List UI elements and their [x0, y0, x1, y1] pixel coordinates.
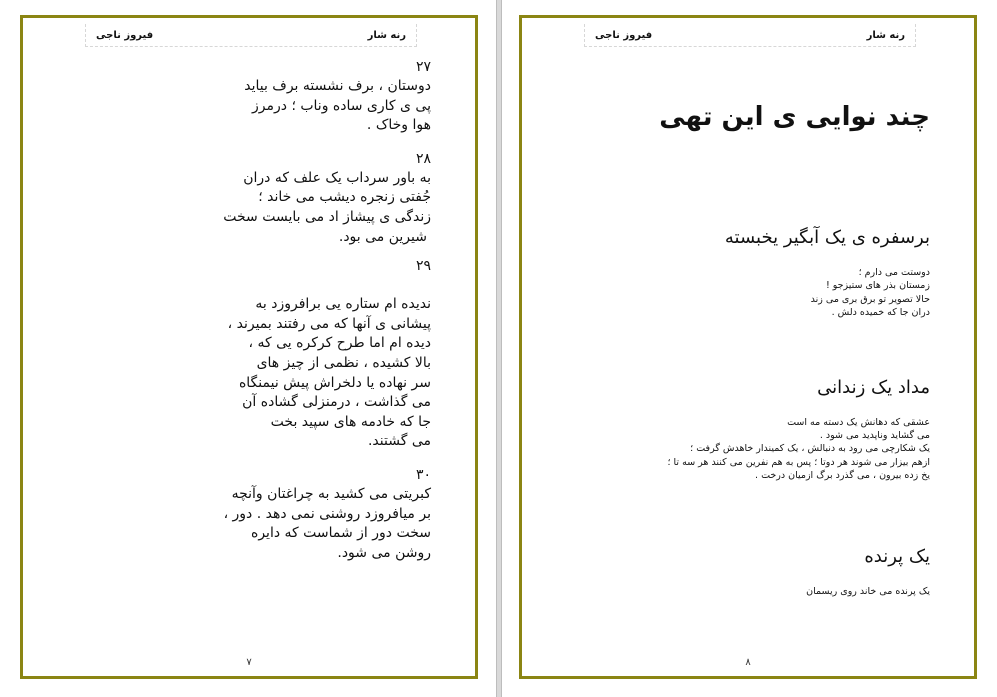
poem-line: شیرین می بود. [338, 228, 427, 245]
section-title: یک پرنده [864, 545, 930, 567]
poem-line: روشن می شود. [337, 544, 431, 561]
header-translator: فیروز ناجی [96, 30, 154, 41]
poem-line: ندیده ام ستاره یی برافروزد به [255, 296, 431, 313]
poem-section [550, 376, 930, 483]
poem-line: سخت دور از شماست که دایره [251, 525, 431, 542]
section-title: مداد یک زندانی [817, 376, 930, 398]
poem-line: جا که خادمه های سپید بخت [270, 413, 431, 430]
poem-number: ۲۹ [415, 258, 431, 275]
header-book-title: رنه شار [866, 30, 905, 41]
poem-line: کبریتی می کشید به چراغتان وآنچه [231, 485, 431, 502]
header-book-title: رنه شار [367, 30, 406, 41]
page-header [85, 24, 417, 47]
poem-line: یخ زده بیرون ، می گذرد برگ ازمیان درخت . [755, 470, 930, 482]
book-spine [496, 0, 502, 697]
poem-line: ازهم بیزار می شوند هر دوتا ؛ پس به هم نفرین می کنند هر سه تا ؛ [667, 456, 930, 468]
poem [221, 58, 431, 136]
poem-number: ۲۷ [415, 59, 431, 75]
poem-line: دیده ام اما طرح کرکره یی که ، [248, 335, 431, 352]
section-title: برسفره ی یک آبگیر یخبسته [724, 227, 930, 248]
poem-line: دوستان ، برف نشسته برف بیاید [244, 78, 431, 94]
header-translator: فیروز ناجی [595, 30, 653, 41]
poem-line: زندگی ی پیشاز اد می بایست سخت [223, 208, 431, 225]
poem-line: پی ی کاری ساده وناب ؛ درمرز [252, 97, 431, 114]
poem [221, 257, 431, 452]
left-page [20, 15, 478, 679]
poem-number: ۳۰ [415, 466, 431, 483]
poem-line: بر میافروزد روشنی نمی دهد . دور ، [223, 505, 431, 522]
poem-line: می گشاید وناپدید می شود . [819, 430, 930, 442]
poem-section [550, 545, 930, 598]
right-page [519, 15, 977, 679]
poem-line: حالا تصویر تو برق بری می زند [810, 293, 930, 305]
poem-line: هوا وخاک . [366, 117, 431, 134]
poem-line: می گشتند. [367, 433, 431, 450]
page-number: ۸ [745, 657, 751, 668]
poem-line: زمستان بذر های ستیزجو ! [825, 280, 930, 292]
page-number: ۷ [246, 657, 252, 668]
poem-line: جُفتی زنجره دیشب می خاند ؛ [258, 189, 431, 206]
poem [221, 466, 431, 563]
poem [221, 150, 431, 247]
poem-line: به باور سرداب یک علف که دران [243, 169, 431, 186]
poem-line: دران جا که خمیده دلش . [831, 307, 930, 319]
poem-line: می گذاشت ، درمنزلی گشاده آن [242, 394, 431, 411]
poem-number: ۲۸ [415, 150, 431, 167]
poem-line: پیشانی ی آنها که می رفتند بمیرند ، [227, 315, 431, 332]
right-page-content [550, 100, 930, 598]
poem-list [221, 58, 431, 563]
book-title: چند نوایی ی این تهی [659, 102, 930, 132]
poem-line: یک شکارچی می رود به دنبالش ، یک کمیندار خاهدش گرفت ؛ [690, 443, 930, 455]
poem-line: بالا کشیده ، نظمی از چیز های [256, 354, 431, 371]
poem-line: عشقی که دهانش یک دسته مه است [787, 416, 930, 428]
poem-line: یک پرنده می خاند روی ریسمان [806, 585, 930, 597]
poem-line: سر نهاده یا دلخراش پیش نیمنگاه [238, 374, 431, 391]
poem-line: دوستت می دارم ؛ [858, 267, 930, 278]
page-header [584, 24, 916, 47]
poem-section [550, 226, 930, 320]
